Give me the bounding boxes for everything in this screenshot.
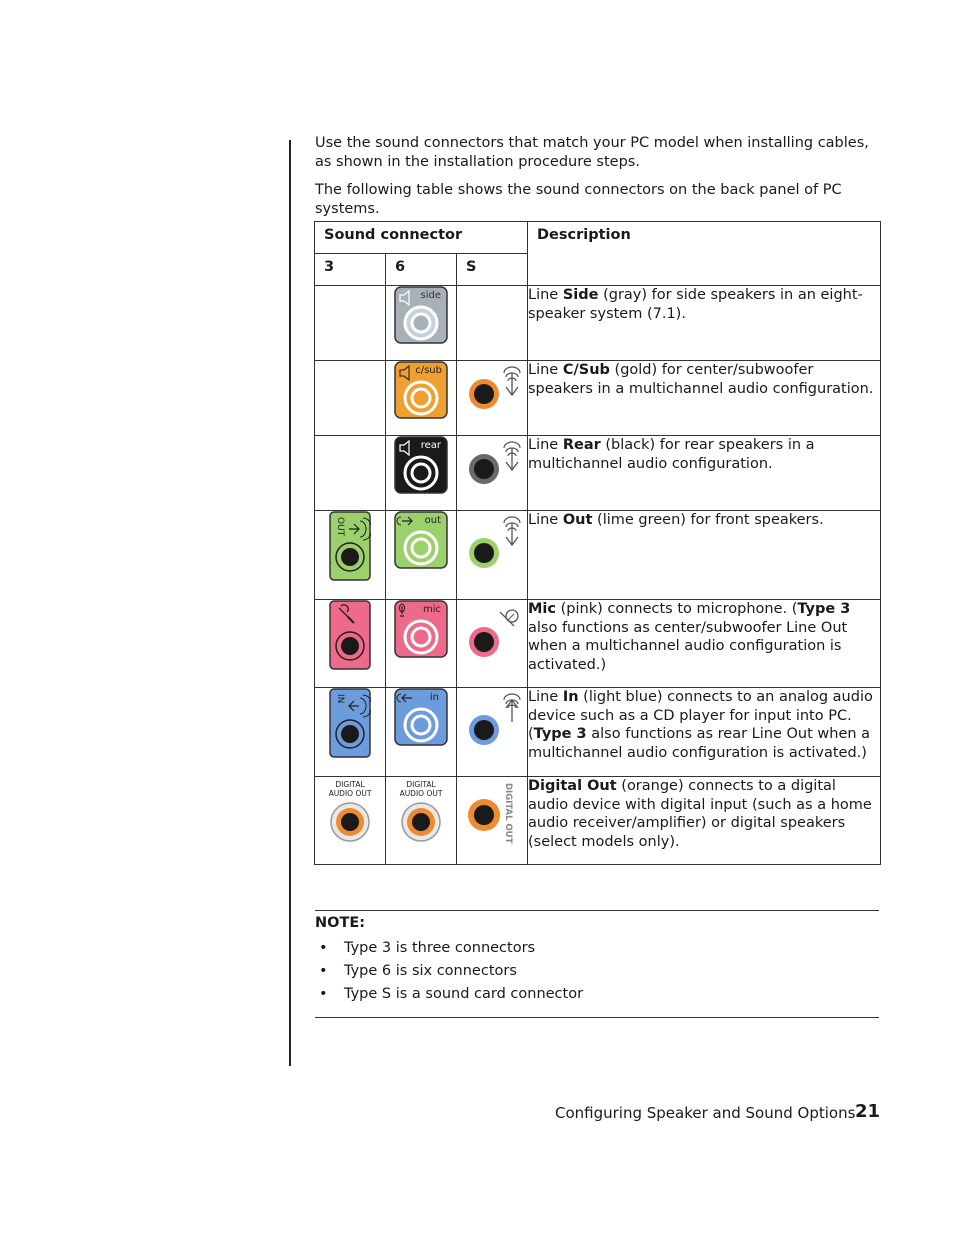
out-jack-icon [394,511,448,569]
intro-paragraph-1: Use the sound connectors that match your PC model when installing cables, as shown in the installation procedure steps. [315,135,869,170]
note-list [315,939,879,1008]
intro-paragraph-2: The following table shows the sound connectors on the back panel of PC systems. [315,182,842,217]
svg-text:AUDIO OUT: AUDIO OUT [399,789,443,798]
side-jack-label: side [420,290,441,301]
out-vertical-label: OUT [335,517,345,537]
table-row [315,600,881,688]
footer-title: Configuring Speaker and Sound Options [555,1104,856,1122]
out-jack-type3-icon [329,511,371,581]
rear-jack-label: rear [420,440,441,451]
out-jack-label: out [424,515,441,526]
cell-empty [315,361,386,436]
digital-out-type3-icon [321,777,379,847]
in-card-jack-icon [460,688,524,758]
digital-out-vertical-label: DIGITAL OUT [503,783,513,844]
svg-text:AUDIO OUT: AUDIO OUT [328,789,372,798]
page-number: 21 [854,1101,880,1122]
svg-text:DIGITAL: DIGITAL [406,780,436,789]
desc-digital-out: Digital Out (orange) connects to a digital audio device with digital input (such as a home audio receiver/amplifier) or digital speakers (select models only). [528,777,881,865]
cell-empty [315,286,386,361]
note-title: NOTE: [315,915,366,931]
table-row [315,436,881,511]
table-row [315,688,881,777]
desc-rear: Line Rear (black) for rear speakers in a multichannel audio configuration. [528,436,881,511]
desc-side: Line Side (gray) for side speakers in an eight-speaker system (7.1). [528,286,881,361]
mic-card-jack-icon [460,600,524,670]
table-row [315,361,881,436]
in-jack-icon [394,688,448,746]
page-footer [555,1101,880,1122]
desc-in: Line In (light blue) connects to an analog audio device such as a CD player for input into PC. (Type 3 also functions as rear Line Out when a multichannel audio configuration is activated.) [528,688,881,777]
header-description: Description [528,222,881,286]
list-item: • Type 3 is three connectors [319,940,536,956]
mic-jack-icon [394,600,448,658]
csub-jack-label: c/sub [415,365,442,376]
table-row [315,777,881,865]
digital-out-card-icon [460,777,524,847]
svg-text:DIGITAL: DIGITAL [335,780,365,789]
table-row [315,286,881,361]
table-row [315,511,881,600]
in-vertical-label: IN [335,694,345,704]
desc-mic: Mic (pink) connects to microphone. (Type 3 also functions as center/subwoofer Line Out when a multichannel audio configuration is activated.) [528,600,881,688]
in-jack-type3-icon [329,688,371,758]
margin-rule [289,140,291,1066]
sound-connector-table [314,221,881,865]
rear-card-jack-icon [460,436,524,494]
in-jack-label: in [429,692,439,703]
list-item: • Type S is a sound card connector [319,986,584,1002]
csub-jack-icon [394,361,448,419]
header-sound-connector: Sound connector [315,222,528,254]
mic-jack-type3-icon [329,600,371,670]
out-card-jack-icon [460,511,524,581]
desc-csub: Line C/Sub (gold) for center/subwoofer speakers in a multichannel audio configuration. [528,361,881,436]
digital-out-type6-icon [392,777,450,847]
cell-empty [315,436,386,511]
mic-jack-label: mic [422,604,441,615]
list-item: • Type 6 is six connectors [319,963,517,979]
header-type-3: 3 [315,254,386,286]
csub-card-jack-icon [460,361,524,419]
header-type-6: 6 [386,254,457,286]
intro-text [315,134,875,228]
note-box [315,910,879,1018]
side-jack-icon [394,286,448,344]
cell-empty [457,286,528,361]
header-type-s: S [457,254,528,286]
rear-jack-icon [394,436,448,494]
desc-out: Line Out (lime green) for front speakers. [528,511,881,600]
